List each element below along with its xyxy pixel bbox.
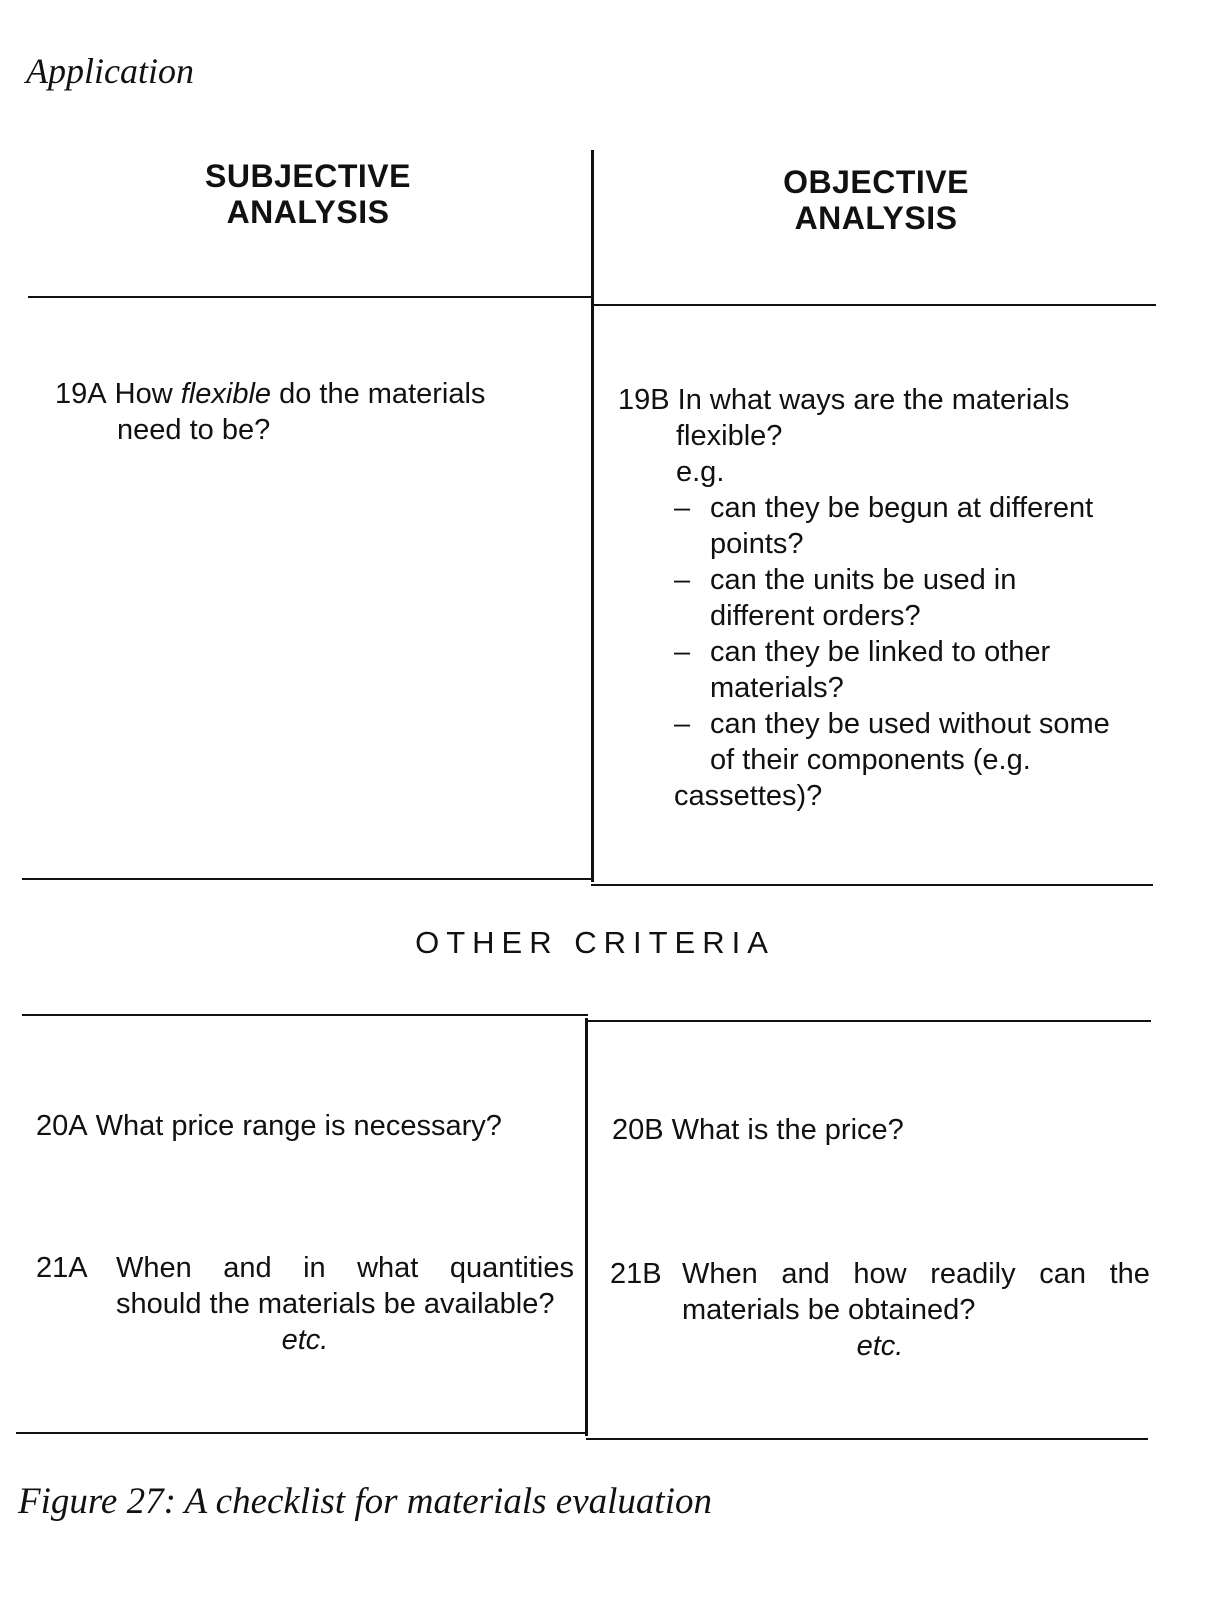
item-19B [618, 382, 1148, 490]
example-line: different orders? [710, 600, 921, 632]
item-19A-line2: need to be? [117, 414, 271, 446]
objective-header-line2: ANALYSIS [794, 200, 958, 236]
word: how [853, 1258, 907, 1290]
item-19B-number: 19B [618, 384, 670, 416]
column-divider-upper [591, 150, 594, 882]
item-20B-number: 20B [612, 1114, 664, 1146]
item-21A [36, 1250, 574, 1358]
upper-table-bottom-rule-left [22, 878, 591, 880]
item-19B-eg: e.g. [676, 456, 725, 488]
item-21A-line2: should the materials be available? [116, 1288, 555, 1320]
item-19B-line2: flexible? [676, 420, 783, 452]
item-21A-line1 [36, 1250, 574, 1286]
lower-table-top-rule-right [588, 1020, 1151, 1022]
example-line: materials? [710, 672, 844, 704]
item-19A-text-after: do the materials [279, 378, 486, 410]
item-20A-number: 20A [36, 1110, 88, 1142]
word: in [303, 1252, 326, 1284]
item-20A-text: What price range is necessary? [95, 1110, 502, 1142]
dash-mark: – [674, 564, 691, 596]
example-line: of their components (e.g. [710, 744, 1031, 776]
word: When [116, 1252, 192, 1284]
dash-mark: – [674, 492, 691, 524]
item-21B-etc: etc. [856, 1330, 904, 1362]
item-21B-words [682, 1256, 1150, 1292]
item-19A [55, 376, 575, 448]
item-19A-number: 19A [55, 378, 107, 410]
item-21B-line1 [610, 1256, 1150, 1292]
item-19A-line1 [55, 376, 575, 412]
example-item [674, 490, 1154, 562]
item-21A-etc: etc. [281, 1324, 329, 1356]
header-divider-left [28, 296, 594, 298]
header-divider-right [594, 304, 1156, 306]
example-line: points? [710, 528, 804, 560]
word: can [1039, 1258, 1086, 1290]
item-21A-words [116, 1250, 574, 1286]
word: and [223, 1252, 272, 1284]
item-19B-text: In what ways are the materials [677, 384, 1070, 416]
example-line: can the units be used in [710, 564, 1017, 596]
subjective-header-line2: ANALYSIS [226, 194, 390, 230]
section-title: OTHER CRITERIA [415, 925, 775, 960]
lower-table-top-rule-left [22, 1014, 588, 1016]
word: quantities [449, 1252, 574, 1284]
example-line: can they be linked to other [710, 636, 1051, 668]
objective-header-line1: OBJECTIVE [783, 164, 969, 200]
example-trailing: cassettes)? [674, 780, 823, 812]
figure-caption: Figure 27: A checklist for materials evaluation [18, 1481, 712, 1522]
example-line: can they be used without some [710, 708, 1110, 740]
word: readily [930, 1258, 1016, 1290]
item-21B-number: 21B [610, 1258, 662, 1290]
example-item [674, 706, 1154, 778]
running-head: Application [26, 51, 194, 91]
item-21A-number: 21A [36, 1252, 88, 1284]
word: and [781, 1258, 830, 1290]
column-divider-lower [585, 1018, 588, 1436]
item-20A [36, 1108, 576, 1144]
example-item [674, 634, 1154, 706]
subjective-header-line1: SUBJECTIVE [205, 158, 411, 194]
lower-table-bottom-rule-right [586, 1438, 1148, 1440]
upper-table-bottom-rule-right [591, 884, 1153, 886]
dash-mark: – [674, 708, 691, 740]
word: what [357, 1252, 419, 1284]
word: When [682, 1258, 758, 1290]
item-21B [610, 1256, 1150, 1364]
item-19B-examples [674, 490, 1154, 814]
item-20B-text: What is the price? [671, 1114, 904, 1146]
objective-analysis-header [666, 164, 1086, 236]
word: the [1109, 1258, 1150, 1290]
example-item [674, 562, 1154, 634]
subjective-analysis-header [98, 158, 518, 230]
item-19A-text-before: How [114, 378, 173, 410]
lower-table-bottom-rule-left [16, 1432, 586, 1434]
dash-mark: – [674, 636, 691, 668]
item-20B [612, 1112, 1152, 1148]
item-19B-line1 [618, 382, 1148, 418]
item-21B-line2: materials be obtained? [682, 1294, 976, 1326]
item-19A-emphasis: flexible [180, 378, 272, 410]
example-line: can they be begun at different [710, 492, 1094, 524]
